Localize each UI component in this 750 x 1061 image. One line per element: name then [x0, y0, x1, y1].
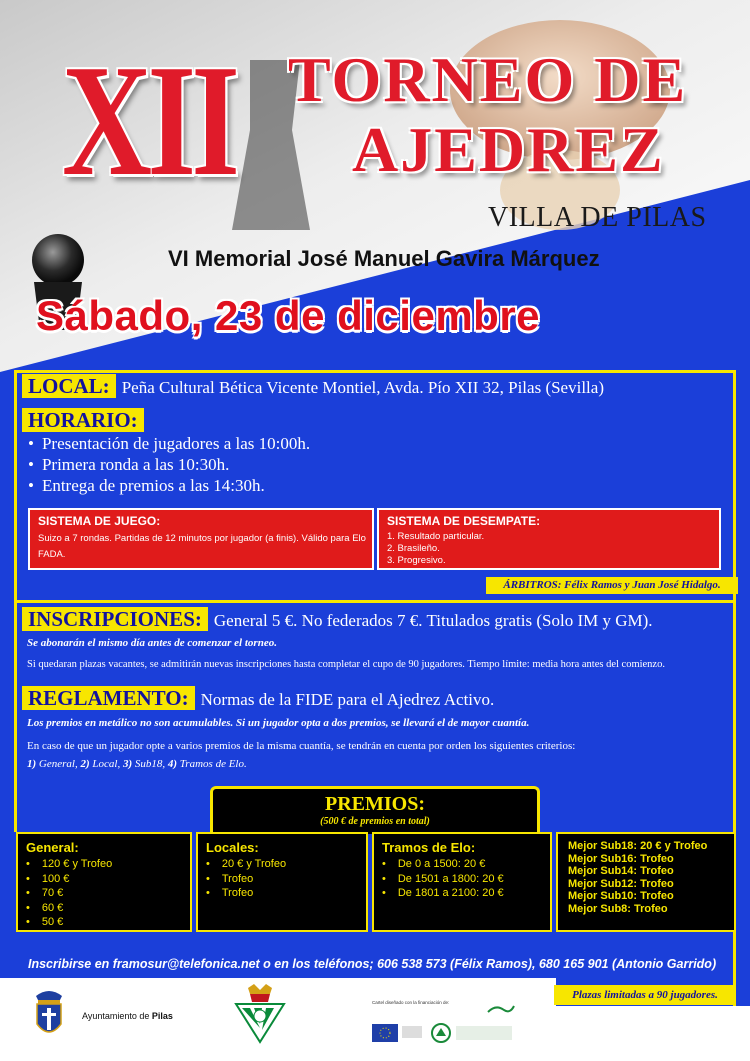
prize-general-list: [26, 857, 190, 930]
list-item: • Trofeo: [206, 872, 366, 887]
contact-line: Inscribirse en framosur@telefonica.net o en los teléfonos; 606 538 573 (Félix Ramos), 680 165 901 (Antonio Garrido): [28, 957, 717, 971]
list-item: Mejor Sub10: Trofeo: [568, 890, 674, 902]
ayuntamiento-name: Pilas: [151, 1011, 173, 1021]
reglamento-note-1: Los premios en metálico no son acumulables. Si un jugador opta a dos premios, se llevará el de mayor cuantía.: [27, 717, 530, 729]
reglamento-note-2: En caso de que un jugador opte a varios premios de la misma cuantía, se tendrán en cuenta por orden los siguientes criterios:: [27, 740, 576, 752]
list-item: 3. Progresivo.: [387, 555, 446, 566]
edition-numeral: XII: [62, 31, 236, 209]
list-item: • 100 €: [26, 872, 190, 887]
inscripciones-note-1: Se abonarán el mismo día antes de comenzar el torneo.: [27, 637, 277, 649]
criterion-text: Tramos de Elo.: [177, 758, 247, 770]
premios-header: [210, 786, 540, 834]
list-item: Mejor Sub16: Trofeo: [568, 852, 674, 865]
desempate-list: [387, 531, 719, 567]
memorial-subtitle: VI Memorial José Manuel Gavira Márquez: [168, 246, 600, 271]
list-item: • 70 €: [26, 886, 190, 901]
criterion-number: 4): [167, 758, 178, 770]
title-line-1: TORNEO DE: [288, 44, 688, 115]
funding-note: Cartel diseñado con la financiación de:: [372, 1000, 450, 1005]
list-item: 2. Brasileño.: [387, 543, 440, 554]
frame-line-top: [14, 370, 736, 373]
horario-row: [22, 408, 144, 432]
sistema-juego-text: Suizo a 7 rondas. Partidas de 12 minutos por jugador (a finis). Válido para Elo FADA.: [38, 533, 366, 560]
junta-andalucia-logo-icon: [430, 1022, 452, 1044]
list-item: • De 0 a 1500: 20 €: [382, 857, 550, 872]
criterion-text: Local,: [89, 758, 123, 770]
prize-locales-list: [206, 857, 366, 901]
criterion-number: 3): [122, 758, 133, 770]
local-row: [22, 374, 604, 398]
inscripciones-label: INSCRIPCIONES:: [22, 607, 208, 631]
place-name: VILLA DE PILAS: [488, 202, 707, 233]
ayuntamiento-crest-icon: [32, 986, 66, 1042]
plazas-note: Plazas limitadas a 90 jugadores.: [554, 985, 736, 1005]
sistema-desempate-box: [377, 508, 721, 570]
list-item: Mejor Sub12: Trofeo: [568, 877, 674, 890]
local-label: LOCAL:: [22, 374, 116, 398]
criterion-text: General,: [36, 758, 81, 770]
list-item: • Trofeo: [206, 886, 366, 901]
premios-subtitle: (500 € de premios en total): [320, 816, 430, 827]
inscripciones-text: General 5 €. No federados 7 €. Titulados gratis (Solo IM y GM).: [213, 611, 653, 630]
list-item: 1. Resultado particular.: [387, 531, 485, 542]
reglamento-label: REGLAMENTO:: [22, 686, 195, 710]
list-item: • 60 €: [26, 901, 190, 916]
sistema-juego-title: SISTEMA DE JUEGO:: [38, 514, 161, 528]
eu-flag-icon: [372, 1024, 398, 1042]
reglamento-text: Normas de la FIDE para el Ajedrez Activo.: [200, 690, 495, 709]
prize-locales-box: [196, 832, 368, 932]
junta-logo-icon: [486, 1002, 516, 1016]
inscripciones-note-2: Si quedaran plazas vacantes, se admitirán nuevas inscripciones hasta completar el cupo de 90 jugadores. Tiempo límite: media hora antes del comienzo.: [27, 659, 665, 670]
list-item: • Entrega de premios a las 14:30h.: [28, 475, 310, 496]
reglamento-row: [22, 686, 494, 710]
ayuntamiento-label: [82, 1011, 173, 1021]
list-item: Mejor Sub18: 20 € y Trofeo: [568, 840, 708, 852]
criterion-text: Sub18,: [132, 758, 168, 770]
frame-line-mid: [14, 600, 736, 603]
horario-list: [28, 433, 310, 496]
fse-logo-icon: [402, 1026, 422, 1038]
inscripciones-row: [22, 607, 653, 631]
prize-general-box: [16, 832, 192, 932]
list-item: Mejor Sub8: Trofeo: [568, 902, 668, 915]
ayuntamiento-prefix: Ayuntamiento de: [82, 1011, 152, 1021]
list-item: • Presentación de jugadores a las 10:00h.: [28, 433, 310, 454]
criterion-number: 1): [27, 758, 37, 770]
prize-sub-list: [568, 840, 734, 915]
sistema-desempate-title: SISTEMA DE DESEMPATE:: [387, 514, 541, 528]
club-crest-icon: [234, 984, 286, 1044]
reglamento-criteria: [27, 758, 247, 770]
sistema-juego-box: [28, 508, 374, 570]
criterion-number: 2): [80, 758, 90, 770]
list-item: Mejor Sub14: Trofeo: [568, 865, 674, 877]
local-text: Peña Cultural Bética Vicente Montiel, Avda. Pío XII 32, Pilas (Sevilla): [121, 378, 604, 397]
list-item: • 50 €: [26, 915, 190, 930]
prize-tramos-box: [372, 832, 552, 932]
premios-title: PREMIOS:: [325, 793, 425, 815]
event-date: Sábado, 23 de diciembre: [36, 292, 541, 339]
list-item: • De 1801 a 2100: 20 €: [382, 886, 550, 901]
consejeria-logo-icon: [456, 1026, 512, 1040]
list-item: • 120 € y Trofeo: [26, 857, 190, 872]
horario-label: HORARIO:: [22, 408, 144, 432]
list-item: • De 1501 a 1800: 20 €: [382, 872, 550, 887]
prize-tramos-list: [382, 857, 550, 901]
prize-sub-box: [556, 832, 736, 932]
arbitros-note: ÁRBITROS: Félix Ramos y Juan José Hidalgo.: [486, 577, 738, 594]
list-item: • Primera ronda a las 10:30h.: [28, 454, 310, 475]
prize-general-title: General:: [26, 840, 79, 855]
prize-locales-title: Locales:: [206, 840, 259, 855]
list-item: • 20 € y Trofeo: [206, 857, 366, 872]
title-line-2: AJEDREZ: [352, 114, 665, 185]
prize-tramos-title: Tramos de Elo:: [382, 840, 476, 855]
